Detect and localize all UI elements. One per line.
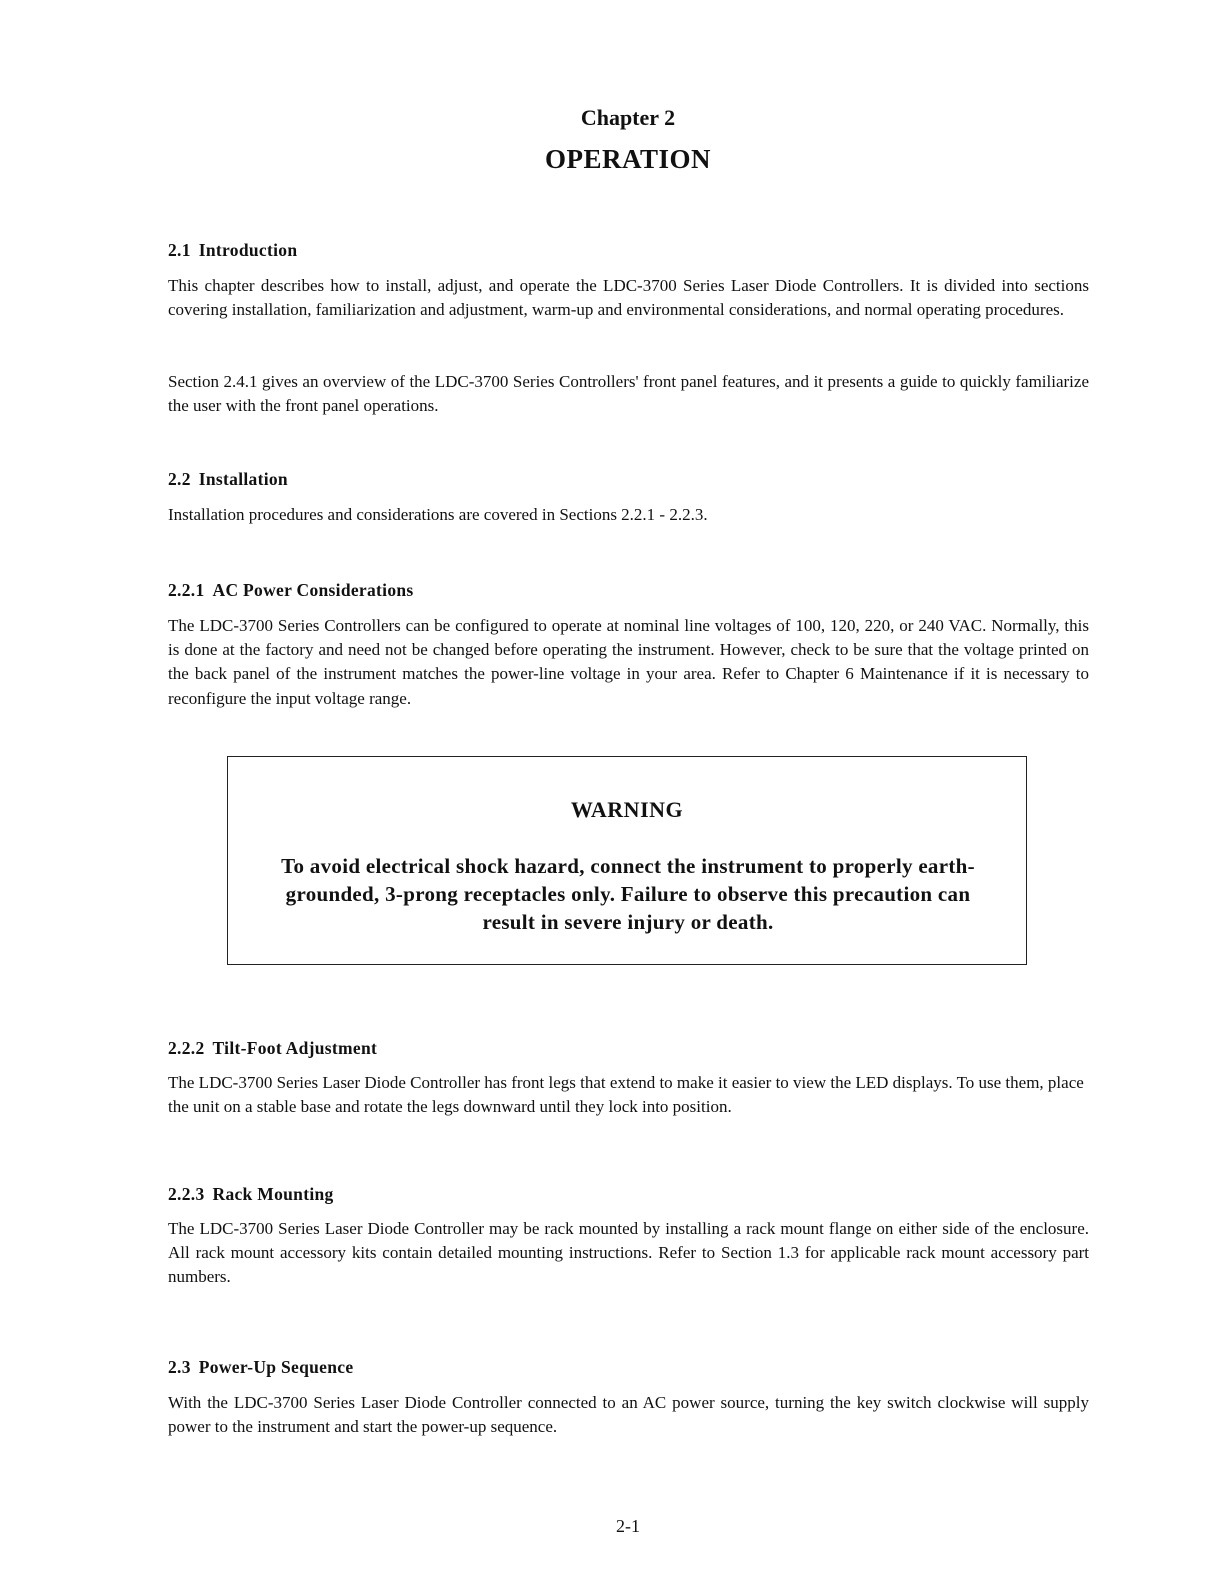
rack-mounting-paragraph: The LDC-3700 Series Laser Diode Controller may be rack mounted by installing a rack mount flange on either side of the enclosure. All rack mount accessory kits contain detailed mounting instructions. Refer to Section 1.3 for applicable rack mount accessory part numbers. — [168, 1219, 1089, 1287]
power-up-paragraph: With the LDC-3700 Series Laser Diode Controller connected to an AC power source, turning the key switch clockwise will supply power to the instrument and start the power-up sequence. — [168, 1393, 1089, 1437]
chapter-title: OPERATION — [544, 144, 711, 174]
section-number: 2.2 — [168, 469, 191, 489]
section-title: AC Power Considerations — [212, 580, 414, 600]
section-number: 2.1 — [168, 240, 191, 260]
section-heading-power-up — [168, 1357, 353, 1378]
warning-text: To avoid electrical shock hazard, connect the instrument to properly earth-grounded, 3-prong receptacles only. Failure to observe this precaution can result in severe injury or death. — [281, 854, 975, 934]
section-title: Tilt-Foot Adjustment — [212, 1038, 378, 1058]
section-heading-installation — [168, 469, 288, 490]
section-heading-introduction — [168, 240, 297, 261]
section-heading-ac-power — [168, 580, 414, 601]
section-number: 2.2.1 — [168, 580, 205, 600]
page-number: 2-1 — [616, 1516, 640, 1536]
introduction-paragraph-2: Section 2.4.1 gives an overview of the LDC-3700 Series Controllers' front panel features, and it presents a guide to quickly familiarize the user with the front panel operations. — [168, 372, 1089, 416]
section-number: 2.2.3 — [168, 1184, 205, 1204]
introduction-paragraph-1: This chapter describes how to install, adjust, and operate the LDC-3700 Series Laser Diode Controllers. It is divided into sections covering installation, familiarization and adjustment, warm-up and environmental considerations, and normal operating procedures. — [168, 276, 1089, 320]
section-title: Rack Mounting — [212, 1184, 334, 1204]
section-title: Power-Up Sequence — [198, 1357, 354, 1377]
section-number: 2.2.2 — [168, 1038, 205, 1058]
tilt-foot-paragraph: The LDC-3700 Series Laser Diode Controller has front legs that extend to make it easier to view the LED displays. To use them, place the unit on a stable base and rotate the legs downward until they lock into position. — [168, 1073, 1084, 1117]
installation-paragraph: Installation procedures and considerations are covered in Sections 2.2.1 - 2.2.3. — [168, 505, 708, 524]
section-heading-rack-mounting — [168, 1184, 334, 1205]
section-title: Installation — [198, 469, 288, 489]
ac-power-paragraph: The LDC-3700 Series Controllers can be configured to operate at nominal line voltages of 100, 120, 220, or 240 VAC. Normally, this is done at the factory and need not be changed before operating the instrument. However, check to be sure that the voltage printed on the back panel of the instrument matches the power-line voltage in your area. Refer to Chapter 6 Maintenance if it is necessary to reconfigure the input voltage range. — [168, 616, 1089, 708]
section-number: 2.3 — [168, 1357, 191, 1377]
chapter-label: Chapter 2 — [580, 105, 676, 130]
section-heading-tilt-foot — [168, 1038, 377, 1059]
warning-box — [227, 756, 1027, 965]
warning-title: WARNING — [570, 797, 684, 822]
section-title: Introduction — [198, 240, 298, 260]
